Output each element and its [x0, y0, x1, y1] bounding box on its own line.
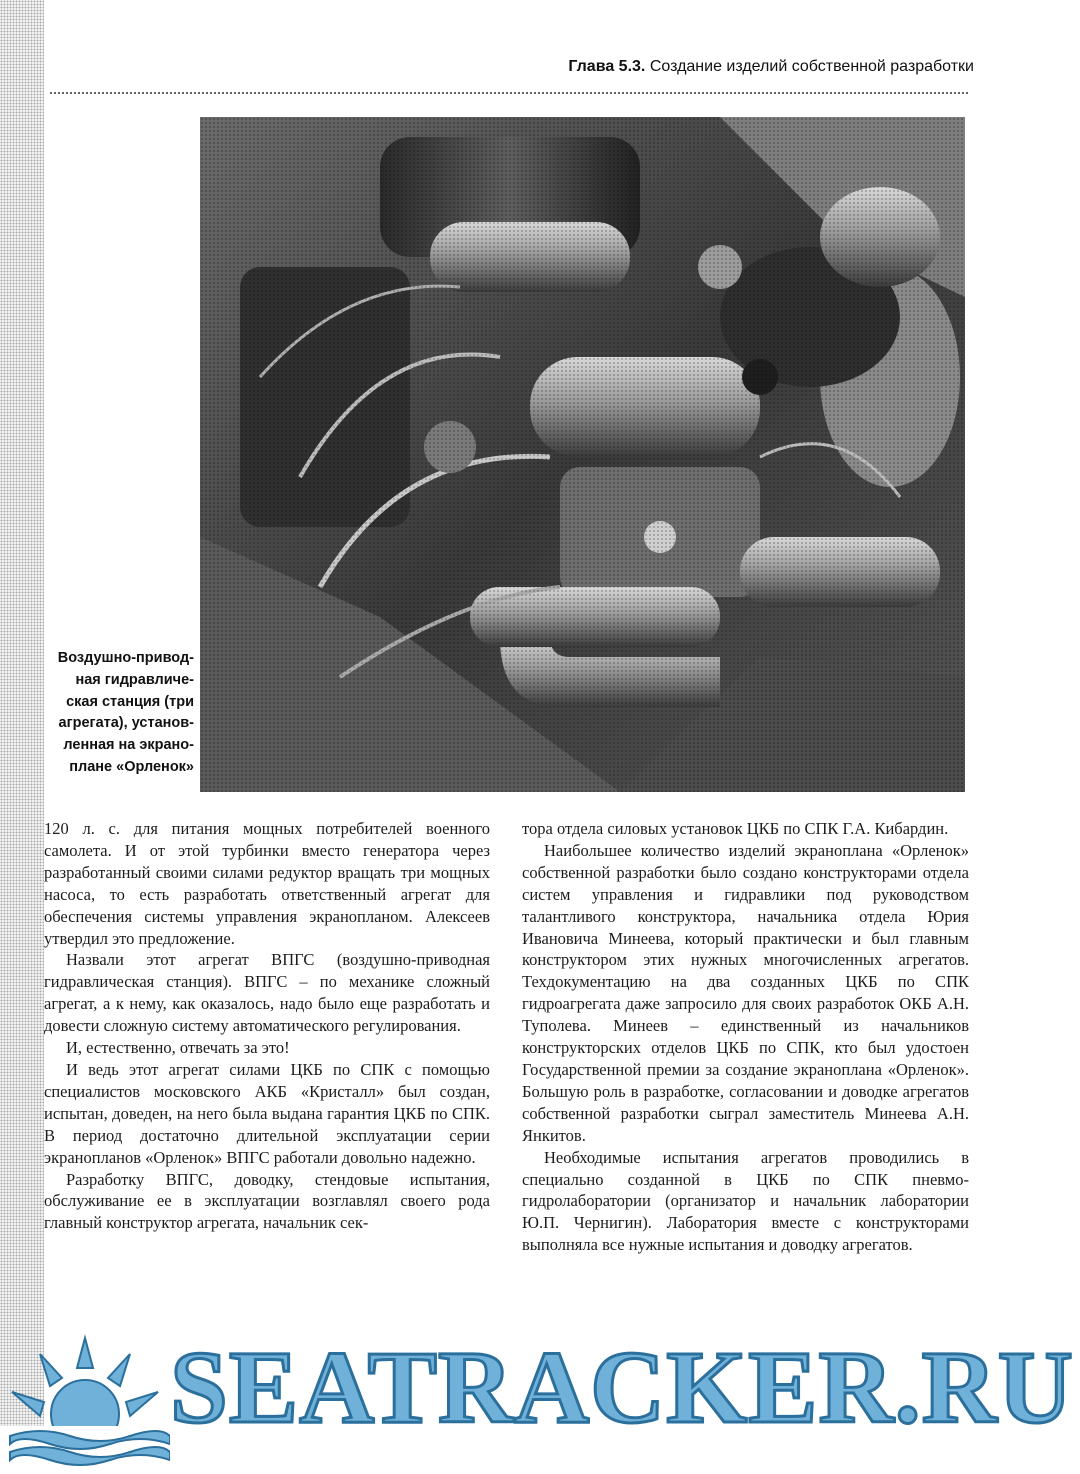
chapter-number: Глава 5.3.	[568, 58, 646, 75]
figure-caption	[48, 648, 194, 779]
caption-line: агрегата), установ-	[58, 715, 194, 732]
header-divider	[50, 92, 968, 94]
text-column-right	[522, 818, 969, 1256]
paragraph: Наибольшее количество изделий экраноплана «Орленок» собственной разработки было создано конструкторами отдела систем управления и гидравлики под руководством талантливого конструктора, начальника отдела Юрия Ивановича Минеева, который практически и был главным конструктором этих нужных многочисленных агрегатов. Техдокументацию на два созданных ЦКБ по СПК гидроагрегата даже запросило для своих разработок ОКБ А.Н. Туполева. Минеев – единственный из начальников конструкторских отделов ЦКБ по СПК, кто был удостоен Государственной премии за создание экраноплана «Орленок». Большую роль в разработке, согласовании и доводке агрегатов собственной разработки сыграл заместитель Минеева А.Н. Янкитов.	[522, 840, 969, 1145]
caption-line: плане «Орленок»	[69, 758, 194, 775]
engine-illustration	[200, 117, 965, 792]
engine-photo	[200, 117, 965, 792]
paragraph: И ведь этот агрегат силами ЦКБ по СПК с помощью специалистов московского АКБ «Кристалл» был создан, испытан, доведен, на него была выдана гарантия ЦКБ по СПК. В период достаточно длительной эксплуатации серии экранопланов «Орленок» ВПГС работали довольно надежно.	[44, 1059, 490, 1167]
paragraph: Разработку ВПГС, доводку, стендовые испытания, обслуживание ее в эксплуатации возглавлял своего рода главный конструктор агрегата, начальник сек-	[44, 1169, 490, 1233]
paragraph: 120 л. с. для питания мощных потребителей военного самолета. И от этой турбинки вместо генератора через разработанный своими силами редуктор вращать три мощных насоса, то есть разработать ответственный агрегат для обеспечения системы управления экранопланом. Алексеев утвердил это предложение.	[44, 819, 490, 948]
caption-line: Воздушно-привод-	[57, 650, 194, 666]
sun-icon	[0, 1318, 170, 1474]
paragraph: Назвали этот агрегат ВПГС (воздушно-приводная гидравлическая станция). ВПГС – по механике сложный агрегат, а к нему, как оказалось, надо было еще разработать и довести сложную систему автоматического регулирования.	[44, 950, 490, 1036]
chapter-title: Создание изделий собственной разработки	[649, 58, 974, 75]
scan-edge-halftone	[0, 0, 44, 1474]
paragraph: И, естественно, отвечать за это!	[66, 1038, 290, 1058]
watermark-text: SEATRACKER.RU	[170, 1330, 1074, 1445]
running-header	[568, 58, 974, 76]
text-column-left	[44, 818, 490, 1234]
watermark	[0, 1318, 1080, 1474]
paragraph: Необходимые испытания агрегатов проводились в специально созданной в ЦКБ по СПК пневмо-гидролаборатории (организатор и начальник лаборатории Ю.П. Чернигин). Лаборатория вместе с конструкторами выполняла все нужные испытания и доводку агрегатов.	[522, 1147, 969, 1255]
caption-line: ная гидравличе-	[75, 671, 194, 688]
paragraph: тора отдела силовых установок ЦКБ по СПК Г.А. Кибардин.	[522, 819, 949, 838]
caption-line: ская станция (три	[66, 693, 194, 710]
caption-line: ленная на экрано-	[63, 737, 194, 754]
